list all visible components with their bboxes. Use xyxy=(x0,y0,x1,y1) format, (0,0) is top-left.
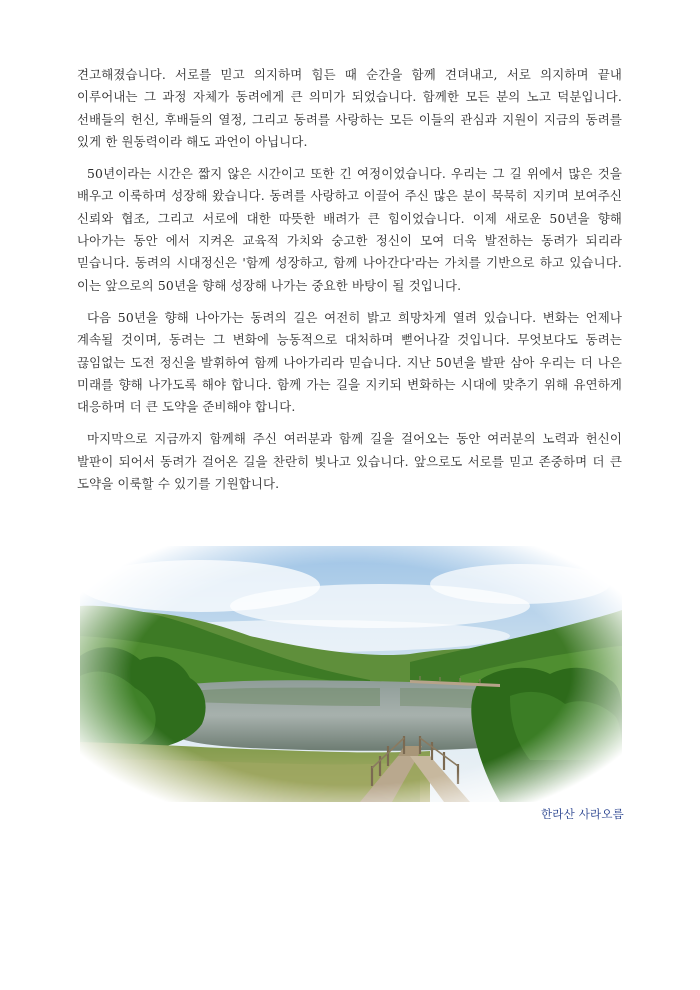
paragraph-2: 50년이라는 시간은 짧지 않은 시간이고 또한 긴 여정이었습니다. 우리는 그 길 위에서 많은 것을 배우고 이룩하며 성장해 왔습니다. 동려를 사랑하고 이끌어 주신 많은 분이 묵묵히 지키며 보여주신 신뢰와 협조, 그리고 서로에 대한 따뜻한 배려가 큰 힘이었습니다. 이제 새로운 50년을 향해 나아가는 동안 에서 지켜온 교육적 가치와 숭고한 정신이 모여 더욱 발전하는 동려가 되리라 믿습니다. 동려의 시대정신은 '함께 성장하고, 함께 나아간다'라는 가치를 기반으로 하고 있습니다. 이는 앞으로의 50년을 향해 성장해 나가는 중요한 바탕이 될 것입니다. xyxy=(77,166,622,293)
paragraph-1: 견고해졌습니다. 서로를 믿고 의지하며 힘든 때 순간을 함께 견뎌내고, 서로 의지하며 끝내 이루어내는 그 과정 자체가 동려에게 큰 의미가 되었습니다. 함께한 모든 분의 노고 덕분입니다. 선배들의 헌신, 후배들의 열정, 그리고 동려를 사랑하는 모든 이들의 관심과 지원이 지금의 동려를 있게 한 원동력이라 해도 과언이 아닙니다. xyxy=(77,67,622,149)
paragraph-4: 마지막으로 지금까지 함께해 주신 여러분과 함께 길을 걸어오는 동안 여러분의 노력과 헌신이 발판이 되어서 동려가 걸어온 길을 찬란히 빛나고 있습니다. 앞으로도 서로를 믿고 존중하며 더 큰 도약을 이룩할 수 있기를 기원합니다. xyxy=(77,431,622,492)
lake-photo-illustration xyxy=(80,546,622,802)
lake-photo xyxy=(80,546,622,802)
photo-caption: 한라산 사라오름 xyxy=(540,807,624,821)
document-body xyxy=(77,64,622,505)
paragraph-3: 다음 50년을 향해 나아가는 동려의 길은 여전히 밝고 희망차게 열려 있습니다. 변화는 언제나 계속될 것이며, 동려는 그 변화에 능동적으로 대처하며 뻗어나갈 것입니다. 무엇보다도 동려는 끊임없는 도전 정신을 발휘하여 함께 나아가리라 믿습니다. 지난 50년을 발판 삼아 우리는 더 나은 미래를 향해 나가도록 해야 합니다. 함께 가는 길을 지키되 변화하는 시대에 맞추기 위해 유연하게 대응하며 더 큰 도약을 준비해야 합니다. xyxy=(77,309,622,415)
